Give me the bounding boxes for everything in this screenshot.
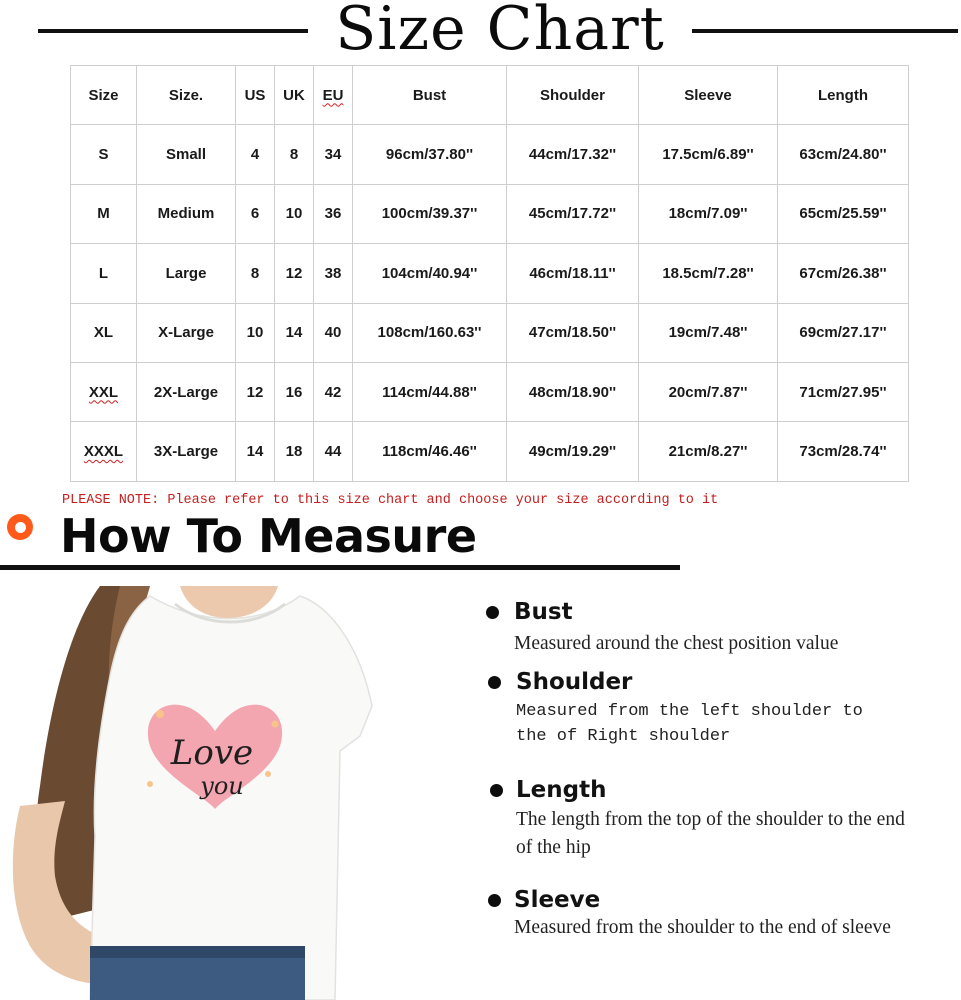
cell-us: 4: [236, 125, 275, 184]
cell-uk: 8: [275, 125, 314, 184]
title-rule-right: [692, 29, 958, 33]
cell-shoulder: 48cm/18.90'': [507, 362, 639, 421]
cell-eu: 34: [314, 125, 353, 184]
table-header-row: [71, 66, 909, 125]
cell-length: 65cm/25.59'': [778, 184, 909, 243]
cell-uk: 16: [275, 362, 314, 421]
cell-length: 71cm/27.95'': [778, 362, 909, 421]
size-chart-header: [0, 0, 961, 62]
measure-item-shoulder: [486, 668, 936, 753]
model-photo: [0, 586, 390, 1000]
measure-heading: Bust: [514, 599, 573, 625]
cell-length: 69cm/27.17'': [778, 303, 909, 362]
cell-us: 8: [236, 244, 275, 303]
how-to-measure-title: How To Measure: [60, 509, 477, 563]
cell-bust: 96cm/37.80'': [353, 125, 507, 184]
cell-size: S: [71, 125, 137, 184]
measure-description: The length from the top of the shoulder to the end of the hip: [516, 809, 905, 858]
cell-size: XXXL: [71, 422, 137, 481]
measure-description: Measured around the chest position value: [514, 633, 839, 654]
cell-shoulder: 44cm/17.32'': [507, 125, 639, 184]
table-row: [71, 303, 909, 362]
cell-eu: 40: [314, 303, 353, 362]
cell-length: 67cm/26.38'': [778, 244, 909, 303]
bullet-icon: [490, 784, 503, 797]
cell-uk: 18: [275, 422, 314, 481]
cell-length: 63cm/24.80'': [778, 125, 909, 184]
header-size-name: Size.: [137, 66, 236, 125]
header-size: Size: [71, 66, 137, 125]
table-row: [71, 362, 909, 421]
table-row: [71, 244, 909, 303]
title-rule-left: [38, 29, 308, 33]
cell-bust: 108cm/160.63'': [353, 303, 507, 362]
measure-description: Measured from the shoulder to the end of sleeve: [514, 917, 891, 938]
bullet-icon: [486, 606, 499, 619]
cell-uk: 12: [275, 244, 314, 303]
measure-description: Measured from the left shoulder to the of Right shoulder: [516, 702, 863, 746]
size-note: PLEASE NOTE: Please refer to this size chart and choose your size according to it: [62, 493, 719, 508]
bullet-icon: [488, 894, 501, 907]
header-us: US: [236, 66, 275, 125]
table-row: [71, 125, 909, 184]
size-chart-table: [70, 65, 909, 482]
cell-us: 14: [236, 422, 275, 481]
cell-shoulder: 47cm/18.50'': [507, 303, 639, 362]
header-sleeve: Sleeve: [639, 66, 778, 125]
page-title: Size Chart: [335, 0, 665, 64]
print-text-you: you: [200, 772, 244, 800]
cell-length: 73cm/28.74'': [778, 422, 909, 481]
header-bust: Bust: [353, 66, 507, 125]
cell-bust: 100cm/39.37'': [353, 184, 507, 243]
cell-uk: 14: [275, 303, 314, 362]
cell-shoulder: 46cm/18.11'': [507, 244, 639, 303]
cell-bust: 104cm/40.94'': [353, 244, 507, 303]
cell-sleeve: 21cm/8.27'': [639, 422, 778, 481]
cell-size: XL: [71, 303, 137, 362]
cell-sleeve: 20cm/7.87'': [639, 362, 778, 421]
header-length: Length: [778, 66, 909, 125]
cell-sleeve: 17.5cm/6.89'': [639, 125, 778, 184]
cell-sleeve: 18.5cm/7.28'': [639, 244, 778, 303]
cell-size: L: [71, 244, 137, 303]
cell-eu: 38: [314, 244, 353, 303]
print-text-love: Love: [170, 733, 254, 773]
table-row: [71, 184, 909, 243]
cell-size: M: [71, 184, 137, 243]
cell-size-name: X-Large: [137, 303, 236, 362]
cell-size-name: 2X-Large: [137, 362, 236, 421]
table-row: [71, 422, 909, 481]
cell-size: XXL: [71, 362, 137, 421]
cell-uk: 10: [275, 184, 314, 243]
cell-shoulder: 45cm/17.72'': [507, 184, 639, 243]
cell-size-name: Large: [137, 244, 236, 303]
cell-sleeve: 18cm/7.09'': [639, 184, 778, 243]
measure-heading: Length: [516, 777, 607, 803]
header-eu: EU: [314, 66, 353, 125]
bullet-icon: [488, 676, 501, 689]
cell-bust: 114cm/44.88'': [353, 362, 507, 421]
cell-eu: 36: [314, 184, 353, 243]
cell-size-name: Medium: [137, 184, 236, 243]
cell-us: 6: [236, 184, 275, 243]
measure-item-length: [486, 776, 936, 866]
measure-item-bust: [486, 598, 936, 658]
header-uk: UK: [275, 66, 314, 125]
cell-sleeve: 19cm/7.48'': [639, 303, 778, 362]
cell-eu: 44: [314, 422, 353, 481]
cell-shoulder: 49cm/19.29'': [507, 422, 639, 481]
header-shoulder: Shoulder: [507, 66, 639, 125]
orange-circle-icon: [7, 514, 33, 540]
cell-us: 10: [236, 303, 275, 362]
cell-size-name: 3X-Large: [137, 422, 236, 481]
measure-heading: Sleeve: [514, 887, 601, 913]
measure-heading: Shoulder: [516, 669, 633, 695]
how-to-measure-rule: [0, 565, 680, 570]
cell-size-name: Small: [137, 125, 236, 184]
cell-us: 12: [236, 362, 275, 421]
cell-bust: 118cm/46.46'': [353, 422, 507, 481]
cell-eu: 42: [314, 362, 353, 421]
measure-item-sleeve: [486, 886, 936, 976]
